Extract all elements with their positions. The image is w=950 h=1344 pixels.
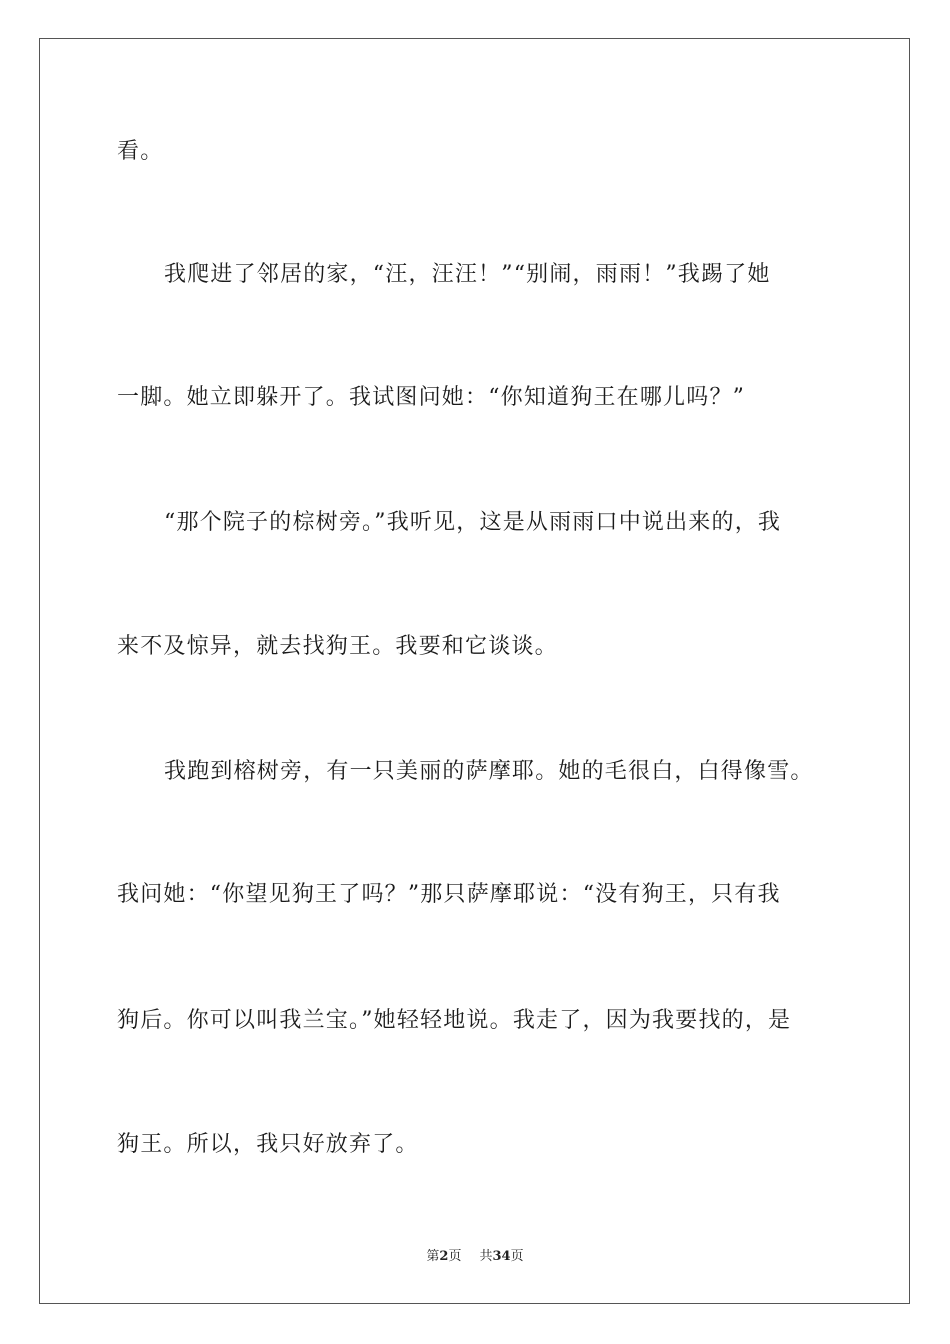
text-line-8: 狗后。你可以叫我兰宝。”她轻轻地说。我走了，因为我要找的，是 — [117, 1008, 792, 1033]
text-line-5: 来不及惊异，就去找狗王。我要和它谈谈。 — [117, 634, 558, 659]
page-suffix: 页 — [448, 1249, 462, 1264]
total-suffix: 页 — [510, 1249, 524, 1264]
page-number: 2 — [439, 1249, 449, 1264]
total-prefix: 共 — [479, 1249, 493, 1264]
page-prefix: 第 — [426, 1249, 440, 1264]
text-line-3: 一脚。她立即躲开了。我试图问她：“你知道狗王在哪儿吗？” — [117, 385, 746, 410]
text-line-7: 我问她：“你望见狗王了吗？”那只萨摩耶说：“没有狗王，只有我 — [117, 882, 781, 907]
text-line-6: 我跑到榕树旁，有一只美丽的萨摩耶。她的毛很白，白得像雪。 — [164, 759, 814, 784]
text-line-2: 我爬进了邻居的家，“汪，汪汪！”“别闹，雨雨！”我踢了她 — [164, 262, 771, 287]
text-line-1: 看。 — [117, 139, 164, 164]
page-border — [39, 38, 910, 1304]
text-line-4: “那个院子的棕树旁。”我听见，这是从雨雨口中说出来的，我 — [164, 510, 782, 535]
total-pages: 34 — [492, 1249, 511, 1264]
page-footer — [0, 1248, 950, 1266]
text-line-9: 狗王。所以，我只好放弃了。 — [117, 1132, 419, 1157]
